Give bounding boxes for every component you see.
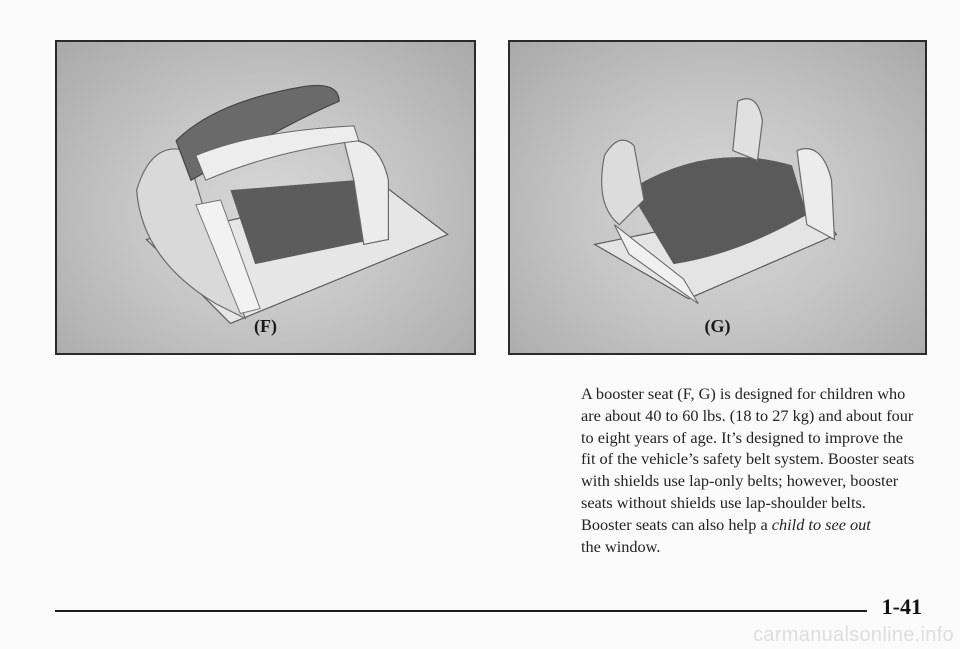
footer-rule (55, 610, 867, 612)
text-line: are about 40 to 60 lbs. (18 to 27 kg) and about four (581, 405, 914, 425)
text-line: with shields use lap-only belts; however, booster (581, 471, 899, 491)
text-line: the window. (581, 536, 661, 556)
booster-seat-without-shield-icon (510, 42, 925, 353)
text-line-prefix: Booster seats can also help a (581, 514, 772, 534)
text-line: to eight years of age. It’s designed to improve the (581, 427, 903, 447)
text-line: fit of the vehicle’s safety belt system. Booster seats (581, 449, 915, 469)
booster-seat-with-shield-icon (57, 42, 474, 353)
figure-label-f: (F) (254, 316, 277, 336)
text-line: A booster seat (F, G) is designed for children who (581, 384, 906, 403)
watermark: carmanualsonline.info (753, 624, 954, 646)
text-line-italic: child to see out (771, 514, 871, 534)
text-line (581, 514, 936, 536)
figure-g-booster-seat-without-shield (508, 40, 927, 355)
figure-label-g: (G) (704, 316, 731, 336)
page-number: 1-41 (881, 594, 922, 619)
booster-seat-description (581, 383, 936, 557)
figure-f-booster-seat-with-shield (55, 40, 476, 355)
text-line: seats without shields use lap-shoulder belts. (581, 492, 866, 512)
